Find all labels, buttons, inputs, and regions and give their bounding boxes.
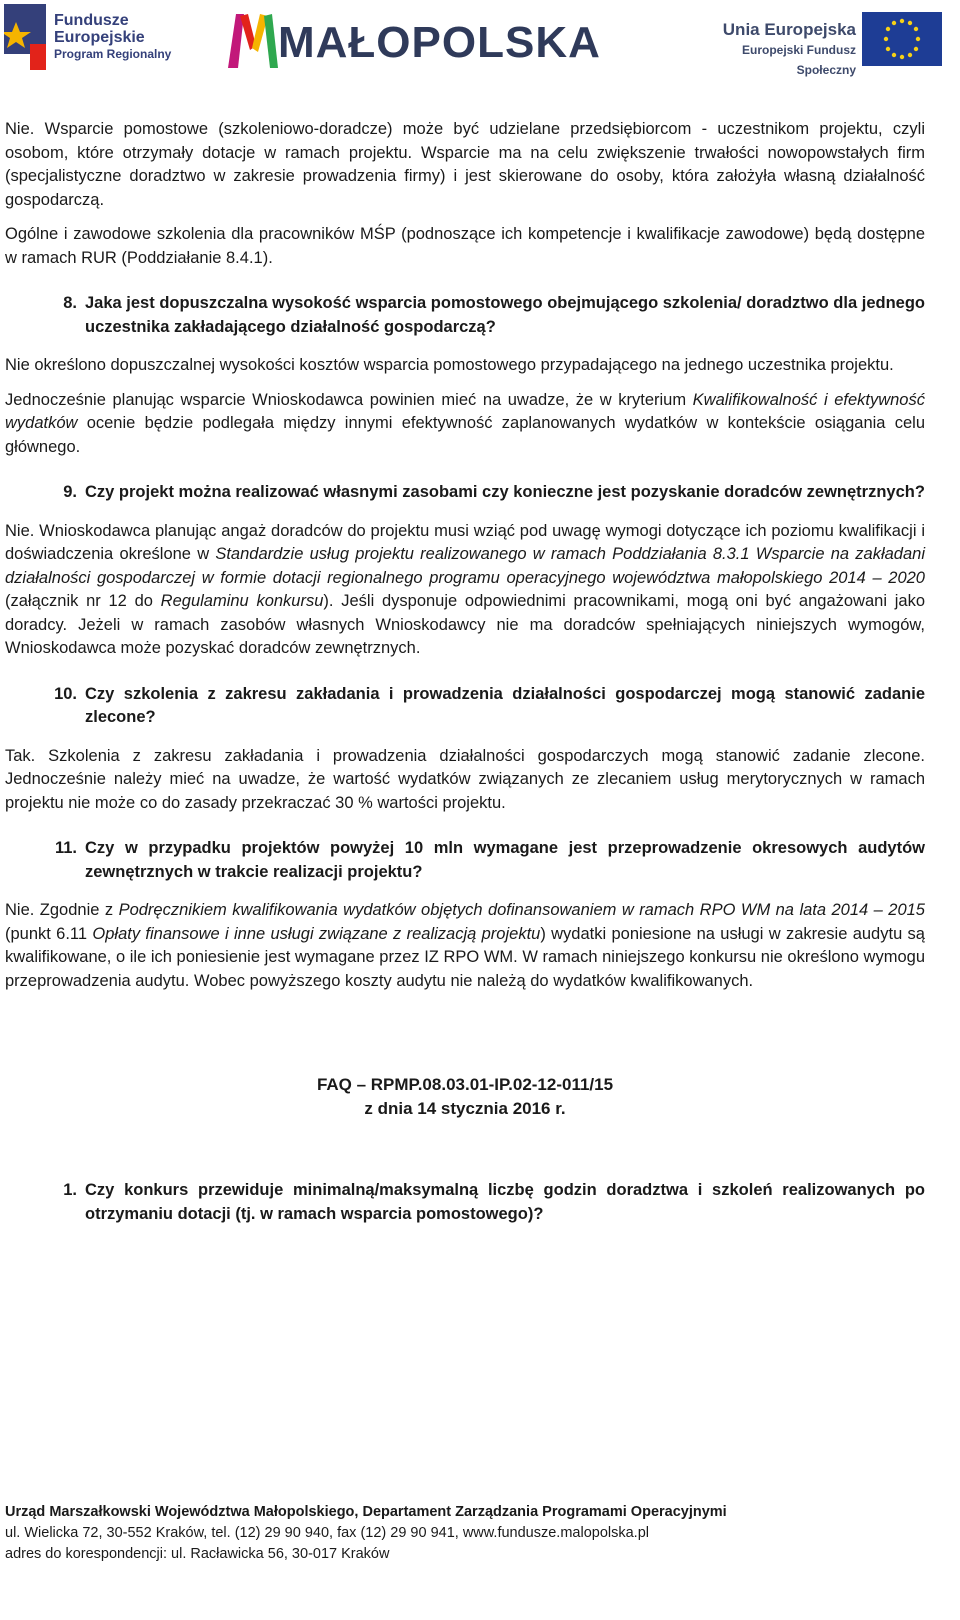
fe-logo-line1: Fundusze [54,12,129,29]
paragraph: Tak. Szkolenia z zakresu zakładania i prowadzenia działalności gospodarczych mogą stanowić zadanie zlecone. Jednocześnie należy mieć na uwadze, że wartość wydatków związanych ze zlecaniem usług merytorycznych w ramach projektu nie może co do zasady przekraczać 30 % wartości projektu. [5,746,925,812]
malopolska-logo [226,6,626,74]
question-number: 8. [63,294,77,312]
ue-logo-line1: Unia Europejska [722,20,856,39]
footer-line2: ul. Wielicka 72, 30-552 Kraków, tel. (12) 29 90 940, fax (12) 29 90 941, www.fundusze.malopolska.pl [5,1525,649,1541]
paragraph: Ogólne i zawodowe szkolenia dla pracowników MŚP (podnoszące ich kompetencje i kwalifikacje zawodowe) będą dostępne w ramach RUR (Poddziałanie 8.4.1). [5,225,925,267]
page-header [0,0,960,80]
fe-logo-line2: Europejskie [54,29,145,46]
fundusze-europejskie-logo [4,2,179,74]
paragraph: Nie. Wnioskodawca planując angaż doradców do projektu musi wziąć pod uwagę wymogi dotyczące ich poziomu kwalifikacji i doświadczenia określone w Standardzie usług projektu realizowanego w ramach Poddziałania 8.3.1 Wsparcie na zakładani działalności gospodarczej w formie dotacji regionalnego programu operacyjnego województwa małopolskiego 2014 – 2020 (załącznik nr 12 do Regulaminu konkursu). Jeśli dysponuje odpowiednimi pracownikami, mogą oni być angażowani jako doradcy. Jeżeli w ramach zasobów własnych Wnioskodawcy nie ma doradców spełniających niniejszych wymogów, Wnioskodawca może pozyskać doradców zewnętrznych. [5,521,925,657]
malopolska-wordmark: MAŁOPOLSKA [278,18,601,67]
question-text: Jaka jest dopuszczalna wysokość wsparcia pomostowego obejmującego szkolenia/ doradztwo dla jednego uczestnika zakładającego działalność gospodarczą? [85,294,925,336]
paragraph: Nie. Zgodnie z Podręcznikiem kwalifikowania wydatków objętych dofinansowaniem w ramach RPO WM na lata 2014 – 2015 (punkt 6.11 Opłaty finansowe i inne usługi związane z realizacją projektu) wydatki poniesione na usługi w zakresie audytu są kwalifikowane, o ile ich poniesienie jest wymagane przez IZ RPO WM. W ramach niniejszego konkursu nie określono wymogu przeprowadzenia audytu. Wobec powyższego koszty audytu nie należą do wydatków kwalifikowanych. [5,901,925,990]
unia-europejska-logo [686,10,956,77]
question-8 [5,292,925,339]
ue-logo-line2: Europejski Fundusz Społeczny [741,43,856,77]
question-text: Czy szkolenia z zakresu zakładania i prowadzenia działalności gospodarczej mogą stanowić zadanie zlecone? [85,684,925,726]
question-number: 10. [54,684,77,703]
question-text: Czy w przypadku projektów powyżej 10 mln wymagane jest przeprowadzenie okresowych audytów zewnętrznych w trakcie realizacji projektu? [85,839,925,881]
question-number: 9. [63,483,77,501]
paragraph: Nie określono dopuszczalnej wysokości kosztów wsparcia pomostowego przypadającego na jednego uczestnika projektu. [5,356,894,374]
question-11 [5,837,925,884]
footer-line1: Urząd Marszałkowski Województwa Małopolskiego, Departament Zarządzania Programami Operacyjnymi [5,1504,727,1520]
paragraph: Nie. Wsparcie pomostowe (szkoleniowo-doradcze) może być udzielane przedsiębiorcom - uczestnikom projektu, czyli osobom, które otrzymały dotacje w ramach projektu. Wsparcie ma na celu zwiększenie trwałości nowopowstałych firm (specjalistyczne doradztwo w zakresie prowadzenia firmy) i jest skierowane do osoby, która założyła własną działalność gospodarczą. [5,120,925,209]
question-number: 11. [54,839,77,857]
question-9 [5,481,925,505]
page-footer [5,1502,925,1565]
faq-title-line1: FAQ – RPMP.08.03.01-IP.02-12-011/15 [316,1075,614,1094]
document-body [5,118,925,1241]
paragraph: Jednocześnie planując wsparcie Wnioskodawca powinien mieć na uwadze, że w kryterium Kwalifikowalność i efektywność wydatków ocenie będzie podlegała między innymi efektywność zaplanowanych wydatków w kontekście osiągania celu głównego. [5,390,925,456]
question-number: 1. [63,1181,77,1199]
question-text: Czy konkurs przewiduje minimalną/maksymalną liczbę godzin doradztwa i szkoleń realizowanych po otrzymaniu dotacji (tj. w ramach wsparcia pomostowego)? [85,1181,925,1223]
fe-star-icon [4,4,46,70]
question-text: Czy projekt można realizować własnymi zasobami czy konieczne jest pozyskanie doradców zewnętrznych? [85,483,925,501]
fe-logo-line3: Program Regionalny [54,47,172,61]
faq-title [5,1073,925,1121]
question-1 [5,1179,925,1226]
malopolska-m-icon [226,10,280,70]
footer-line3: adres do korespondencji: ul. Racławicka 56, 30-017 Kraków [5,1546,390,1562]
question-10 [5,683,925,730]
faq-title-line2: z dnia 14 stycznia 2016 r. [364,1099,566,1118]
eu-flag-icon [862,12,942,66]
